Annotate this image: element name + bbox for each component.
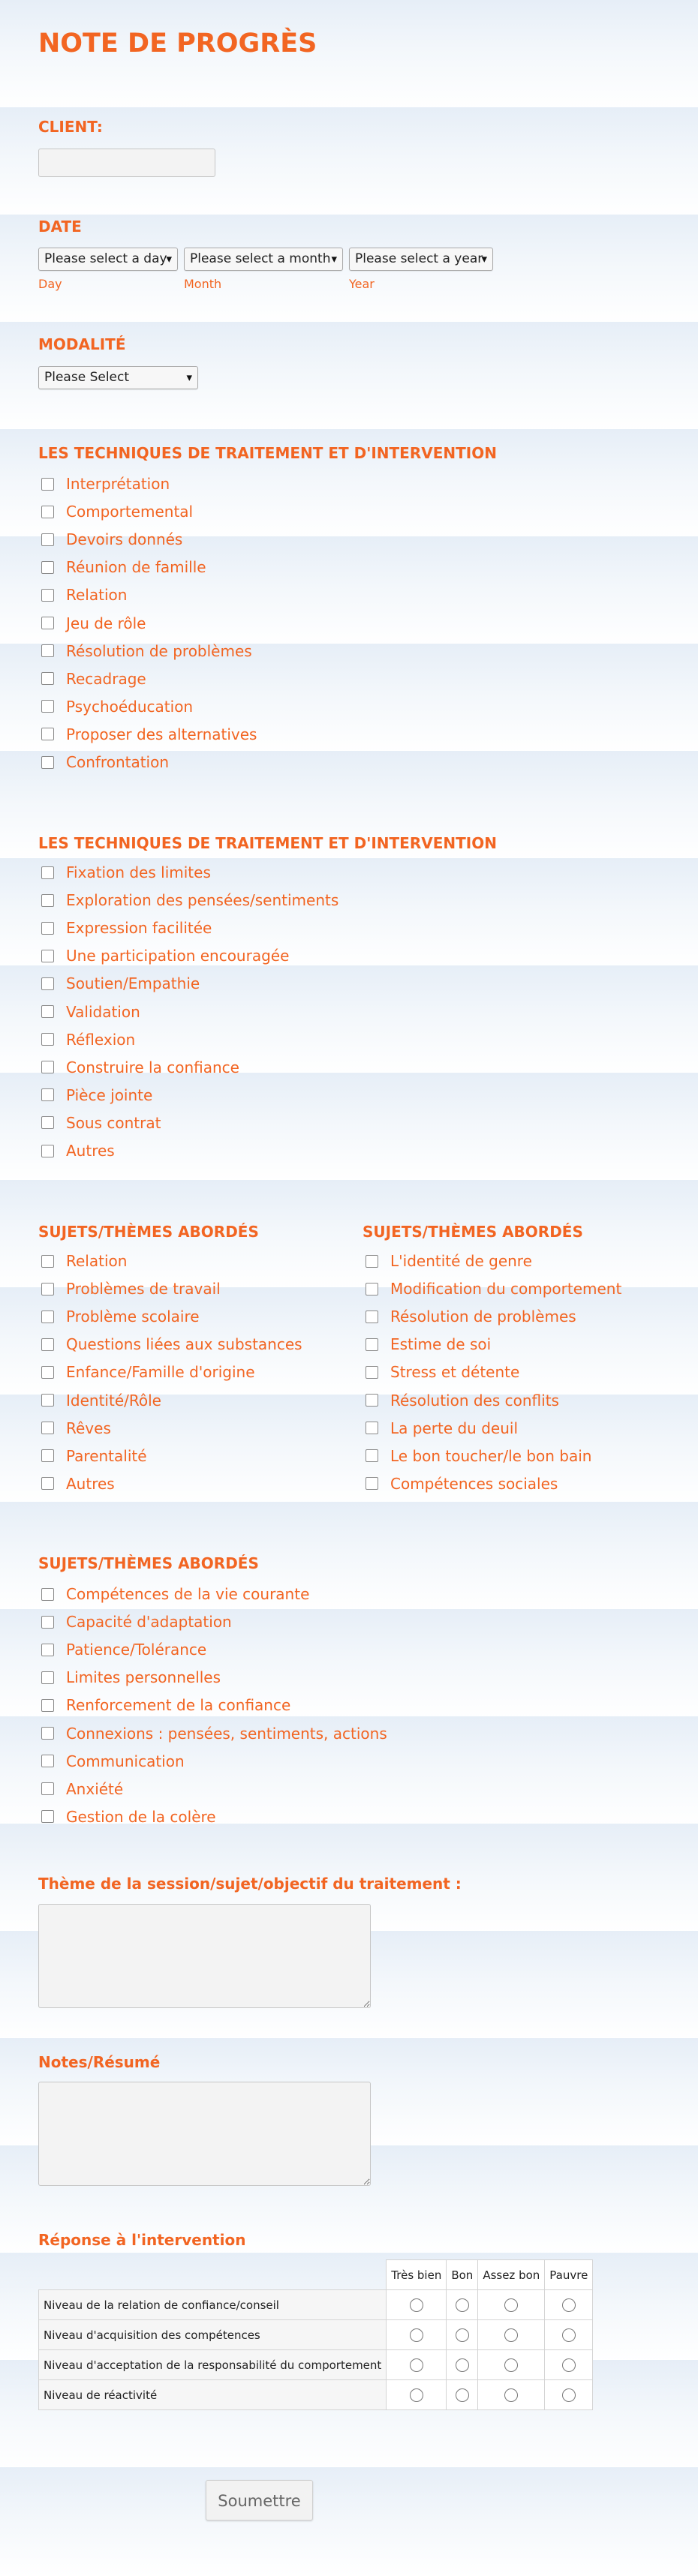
radio-button[interactable]: [410, 2298, 423, 2312]
checkbox-label: Autres: [66, 1142, 115, 1160]
radio-button[interactable]: [504, 2388, 518, 2402]
checkbox-label: Estime de soi: [390, 1335, 492, 1354]
chevron-down-icon: ▾: [166, 252, 172, 266]
checkbox-label: Compétences de la vie courante: [66, 1585, 310, 1603]
radio-button[interactable]: [456, 2328, 469, 2342]
checkbox-option[interactable]: [41, 1056, 239, 1079]
checkbox[interactable]: [41, 672, 54, 685]
checkbox-option[interactable]: [41, 1361, 255, 1383]
checkbox-label: Gestion de la colère: [66, 1807, 216, 1826]
submit-button[interactable]: Soumettre: [206, 2480, 313, 2520]
checkbox[interactable]: [41, 950, 54, 962]
theme-label: Thème de la session/sujet/objectif du traitement :: [38, 1875, 462, 1893]
checkbox[interactable]: [41, 1116, 54, 1129]
checkbox-option[interactable]: [366, 1417, 518, 1440]
checkbox-label: Identité/Rôle: [66, 1391, 161, 1410]
checkbox-option[interactable]: [41, 1473, 115, 1495]
matrix-radio-cell: [478, 2320, 545, 2350]
sujets-label: SUJETS/THÈMES ABORDÉS: [363, 1223, 583, 1241]
checkbox-label: Capacité d'adaptation: [66, 1613, 232, 1632]
checkbox-option[interactable]: [366, 1473, 558, 1495]
checkbox[interactable]: [366, 1311, 378, 1323]
checkbox-option[interactable]: [41, 1417, 111, 1440]
matrix-radio-cell: [447, 2290, 478, 2320]
checkbox-label: Réunion de famille: [66, 558, 206, 577]
page-title: NOTE DE PROGRÈS: [38, 29, 317, 59]
checkbox-label: Soutien/Empathie: [66, 974, 200, 993]
matrix-column-header: Bon: [447, 2260, 478, 2290]
checkbox-option[interactable]: [41, 1806, 216, 1828]
checkbox-option[interactable]: [41, 1084, 152, 1106]
checkbox[interactable]: [41, 644, 54, 657]
checkbox-label: Parentalité: [66, 1446, 147, 1465]
checkbox[interactable]: [41, 1810, 54, 1823]
checkbox-label: Questions liées aux substances: [66, 1335, 302, 1354]
checkbox-label: Validation: [66, 1002, 140, 1021]
checkbox-label: Proposer des alternatives: [66, 725, 257, 743]
day-select-value: Please select a day: [44, 251, 167, 266]
checkbox-option[interactable]: [41, 1305, 200, 1328]
sujets-label: SUJETS/THÈMES ABORDÉS: [38, 1223, 259, 1241]
radio-button[interactable]: [410, 2388, 423, 2402]
checkbox-label: Interprétation: [66, 475, 170, 493]
checkbox-option[interactable]: [41, 944, 289, 967]
checkbox-option[interactable]: [41, 500, 193, 523]
checkbox-option[interactable]: [366, 1445, 591, 1467]
matrix-radio-cell: [545, 2380, 593, 2410]
checkbox-option[interactable]: [41, 473, 170, 495]
radio-button[interactable]: [562, 2298, 576, 2312]
notes-label: Notes/Résumé: [38, 2053, 161, 2071]
matrix-header-row: [39, 2260, 593, 2290]
checkbox[interactable]: [41, 1311, 54, 1323]
checkbox-label: Autres: [66, 1474, 115, 1493]
checkbox[interactable]: [366, 1477, 378, 1490]
checkbox-label: Enfance/Famille d'origine: [66, 1363, 255, 1382]
checkbox-option[interactable]: [41, 695, 193, 718]
modalite-label: MODALITÉ: [38, 335, 126, 353]
client-input[interactable]: [38, 149, 215, 177]
checkbox[interactable]: [41, 700, 54, 713]
radio-button[interactable]: [504, 2298, 518, 2312]
checkbox[interactable]: [41, 1727, 54, 1740]
month-sublabel: Month: [184, 277, 222, 291]
checkbox[interactable]: [41, 1394, 54, 1407]
radio-button[interactable]: [562, 2328, 576, 2342]
checkbox[interactable]: [41, 1644, 54, 1656]
checkbox-option[interactable]: [41, 1638, 206, 1661]
checkbox[interactable]: [41, 1088, 54, 1101]
checkbox[interactable]: [41, 1616, 54, 1629]
checkbox-label: Anxiété: [66, 1779, 124, 1798]
checkbox-option[interactable]: [41, 1028, 135, 1051]
matrix-radio-cell: [447, 2380, 478, 2410]
matrix-radio-cell: [545, 2290, 593, 2320]
checkbox-label: Psychoéducation: [66, 697, 194, 716]
checkbox-label: Pièce jointe: [66, 1085, 153, 1104]
checkbox[interactable]: [366, 1394, 378, 1407]
matrix-row: [39, 2320, 593, 2350]
matrix-column-header: Très bien: [387, 2260, 447, 2290]
checkbox-label: Patience/Tolérance: [66, 1641, 207, 1659]
checkbox-option[interactable]: [41, 668, 146, 690]
modalite-select-value: Please Select: [44, 370, 130, 385]
checkbox-option[interactable]: [41, 972, 200, 995]
matrix-radio-cell: [387, 2320, 447, 2350]
month-select[interactable]: [184, 248, 343, 271]
date-label: DATE: [38, 218, 82, 236]
checkbox[interactable]: [41, 1366, 54, 1379]
radio-button[interactable]: [456, 2358, 469, 2372]
checkbox-label: Résolution de problèmes: [390, 1308, 576, 1326]
checkbox[interactable]: [41, 977, 54, 990]
year-sublabel: Year: [349, 277, 375, 291]
day-sublabel: Day: [38, 277, 62, 291]
checkbox[interactable]: [41, 1145, 54, 1157]
checkbox[interactable]: [41, 1449, 54, 1462]
checkbox[interactable]: [41, 1588, 54, 1601]
checkbox-option[interactable]: [366, 1305, 576, 1328]
checkbox-label: Le bon toucher/le bon bain: [390, 1446, 592, 1465]
radio-button[interactable]: [562, 2388, 576, 2402]
year-select[interactable]: [349, 248, 493, 271]
chevron-down-icon: ▾: [331, 252, 337, 266]
checkbox-option[interactable]: [41, 1250, 127, 1272]
matrix-row-label: Niveau d'acquisition des compétences: [39, 2320, 387, 2350]
year-select-value: Please select a year: [355, 251, 483, 266]
checkbox-option[interactable]: [366, 1361, 519, 1383]
matrix-row-label: Niveau d'acceptation de la responsabilité du comportement: [39, 2350, 387, 2380]
day-select[interactable]: [38, 248, 178, 271]
checkbox[interactable]: [41, 728, 54, 740]
matrix-radio-cell: [545, 2350, 593, 2380]
checkbox-label: Fixation des limites: [66, 863, 211, 881]
checkbox-label: Stress et détente: [390, 1363, 520, 1382]
radio-button[interactable]: [410, 2358, 423, 2372]
reponse-matrix: [38, 2259, 593, 2410]
checkbox[interactable]: [366, 1366, 378, 1379]
checkbox[interactable]: [41, 1005, 54, 1018]
checkbox[interactable]: [41, 589, 54, 602]
checkbox[interactable]: [41, 478, 54, 491]
checkbox-option[interactable]: [41, 528, 182, 551]
checkbox[interactable]: [41, 1699, 54, 1712]
checkbox[interactable]: [41, 1255, 54, 1268]
checkbox-label: Relation: [66, 586, 128, 605]
checkbox-label: Confrontation: [66, 753, 170, 771]
radio-button[interactable]: [456, 2388, 469, 2402]
matrix-radio-cell: [545, 2320, 593, 2350]
checkbox-option[interactable]: [41, 1333, 302, 1356]
radio-button[interactable]: [504, 2328, 518, 2342]
matrix-row: [39, 2290, 593, 2320]
checkbox-label: Rêves: [66, 1419, 111, 1437]
checkbox[interactable]: [366, 1283, 378, 1296]
matrix-radio-cell: [387, 2350, 447, 2380]
checkbox-label: Relation: [66, 1252, 128, 1270]
chevron-down-icon: ▾: [186, 371, 192, 384]
checkbox-option[interactable]: [41, 1445, 147, 1467]
checkbox-label: Compétences sociales: [390, 1474, 558, 1493]
matrix-row: [39, 2350, 593, 2380]
matrix-row: [39, 2380, 593, 2410]
checkbox[interactable]: [41, 506, 54, 518]
matrix-radio-cell: [478, 2380, 545, 2410]
checkbox[interactable]: [41, 1755, 54, 1767]
checkbox-label: Exploration des pensées/sentiments: [66, 891, 339, 910]
checkbox-option[interactable]: [366, 1250, 532, 1272]
checkbox-option[interactable]: [41, 612, 146, 635]
checkbox[interactable]: [41, 922, 54, 935]
checkbox[interactable]: [41, 1283, 54, 1296]
checkbox-label: L'identité de genre: [390, 1252, 532, 1270]
checkbox-label: Une participation encouragée: [66, 947, 290, 965]
checkbox[interactable]: [41, 1782, 54, 1795]
checkbox-label: Expression facilitée: [66, 919, 212, 938]
matrix-radio-cell: [447, 2320, 478, 2350]
checkbox-label: Problèmes de travail: [66, 1280, 221, 1299]
checkbox[interactable]: [41, 1338, 54, 1351]
checkbox-option[interactable]: [41, 1750, 185, 1773]
theme-textarea[interactable]: [38, 1904, 371, 2008]
checkbox[interactable]: [41, 1671, 54, 1684]
section-band: [0, 2467, 698, 2576]
checkbox[interactable]: [41, 1061, 54, 1073]
month-select-value: Please select a month: [190, 251, 331, 266]
checkbox[interactable]: [41, 1477, 54, 1490]
techniques-label: LES TECHNIQUES DE TRAITEMENT ET D'INTERVENTION: [38, 834, 497, 852]
checkbox-option[interactable]: [366, 1277, 621, 1300]
checkbox-option[interactable]: [41, 1277, 221, 1300]
checkbox-label: Recadrage: [66, 669, 146, 688]
checkbox-label: Modification du comportement: [390, 1280, 622, 1299]
checkbox-label: Connexions : pensées, sentiments, actions: [66, 1724, 387, 1743]
modalite-select[interactable]: [38, 366, 198, 389]
checkbox[interactable]: [366, 1449, 378, 1462]
checkbox-option[interactable]: [41, 556, 206, 578]
checkbox-label: Sous contrat: [66, 1113, 161, 1132]
checkbox-label: Limites personnelles: [66, 1668, 221, 1687]
checkbox-option[interactable]: [41, 1611, 232, 1633]
checkbox-option[interactable]: [41, 1001, 140, 1023]
radio-button[interactable]: [456, 2298, 469, 2312]
checkbox[interactable]: [41, 561, 54, 574]
checkbox-label: Renforcement de la confiance: [66, 1696, 291, 1715]
matrix-column-header: Pauvre: [545, 2260, 593, 2290]
checkbox-option[interactable]: [366, 1389, 559, 1412]
checkbox-option[interactable]: [41, 723, 257, 746]
checkbox[interactable]: [41, 1033, 54, 1046]
matrix-row-label: Niveau de réactivité: [39, 2380, 387, 2410]
checkbox-label: La perte du deuil: [390, 1419, 518, 1437]
matrix-corner: [39, 2260, 387, 2290]
checkbox-option[interactable]: [41, 751, 169, 773]
checkbox-label: Devoirs donnés: [66, 530, 183, 549]
chevron-down-icon: ▾: [481, 252, 487, 266]
checkbox-option[interactable]: [41, 584, 127, 606]
checkbox-option[interactable]: [41, 1139, 115, 1162]
matrix-radio-cell: [387, 2380, 447, 2410]
checkbox[interactable]: [41, 894, 54, 907]
checkbox-option[interactable]: [41, 917, 212, 939]
checkbox-option[interactable]: [41, 889, 338, 911]
checkbox-option[interactable]: [41, 1722, 387, 1745]
checkbox[interactable]: [366, 1338, 378, 1351]
checkbox-option[interactable]: [41, 1666, 221, 1689]
matrix-radio-cell: [478, 2290, 545, 2320]
checkbox-label: Jeu de rôle: [66, 614, 146, 632]
radio-button[interactable]: [504, 2358, 518, 2372]
matrix-radio-cell: [478, 2350, 545, 2380]
matrix-radio-cell: [387, 2290, 447, 2320]
matrix-column-header: Assez bon: [478, 2260, 545, 2290]
reponse-label: Réponse à l'intervention: [38, 2231, 246, 2249]
checkbox-option[interactable]: [41, 1112, 161, 1134]
techniques-label: LES TECHNIQUES DE TRAITEMENT ET D'INTERVENTION: [38, 444, 497, 462]
radio-button[interactable]: [562, 2358, 576, 2372]
checkbox-label: Résolution de problèmes: [66, 641, 252, 660]
sujets-label: SUJETS/THÈMES ABORDÉS: [38, 1554, 259, 1572]
client-label: CLIENT:: [38, 118, 103, 136]
checkbox-label: Comportemental: [66, 503, 194, 521]
checkbox[interactable]: [41, 866, 54, 879]
checkbox-option[interactable]: [41, 640, 252, 662]
checkbox[interactable]: [41, 617, 54, 629]
checkbox-option[interactable]: [41, 1694, 290, 1716]
matrix-radio-cell: [447, 2350, 478, 2380]
checkbox[interactable]: [366, 1255, 378, 1268]
checkbox-option[interactable]: [41, 861, 211, 884]
checkbox[interactable]: [41, 756, 54, 769]
checkbox-label: Résolution des conflits: [390, 1391, 559, 1410]
checkbox-label: Communication: [66, 1752, 185, 1770]
checkbox[interactable]: [41, 533, 54, 546]
checkbox-option[interactable]: [41, 1389, 161, 1412]
checkbox-label: Réflexion: [66, 1030, 136, 1049]
radio-button[interactable]: [410, 2328, 423, 2342]
checkbox[interactable]: [41, 1422, 54, 1434]
checkbox-label: Construire la confiance: [66, 1058, 239, 1076]
checkbox-option[interactable]: [366, 1333, 491, 1356]
checkbox-option[interactable]: [41, 1778, 123, 1800]
checkbox-option[interactable]: [41, 1583, 309, 1605]
checkbox-label: Problème scolaire: [66, 1308, 200, 1326]
notes-textarea[interactable]: [38, 2082, 371, 2186]
checkbox[interactable]: [366, 1422, 378, 1434]
matrix-row-label: Niveau de la relation de confiance/conseil: [39, 2290, 387, 2320]
